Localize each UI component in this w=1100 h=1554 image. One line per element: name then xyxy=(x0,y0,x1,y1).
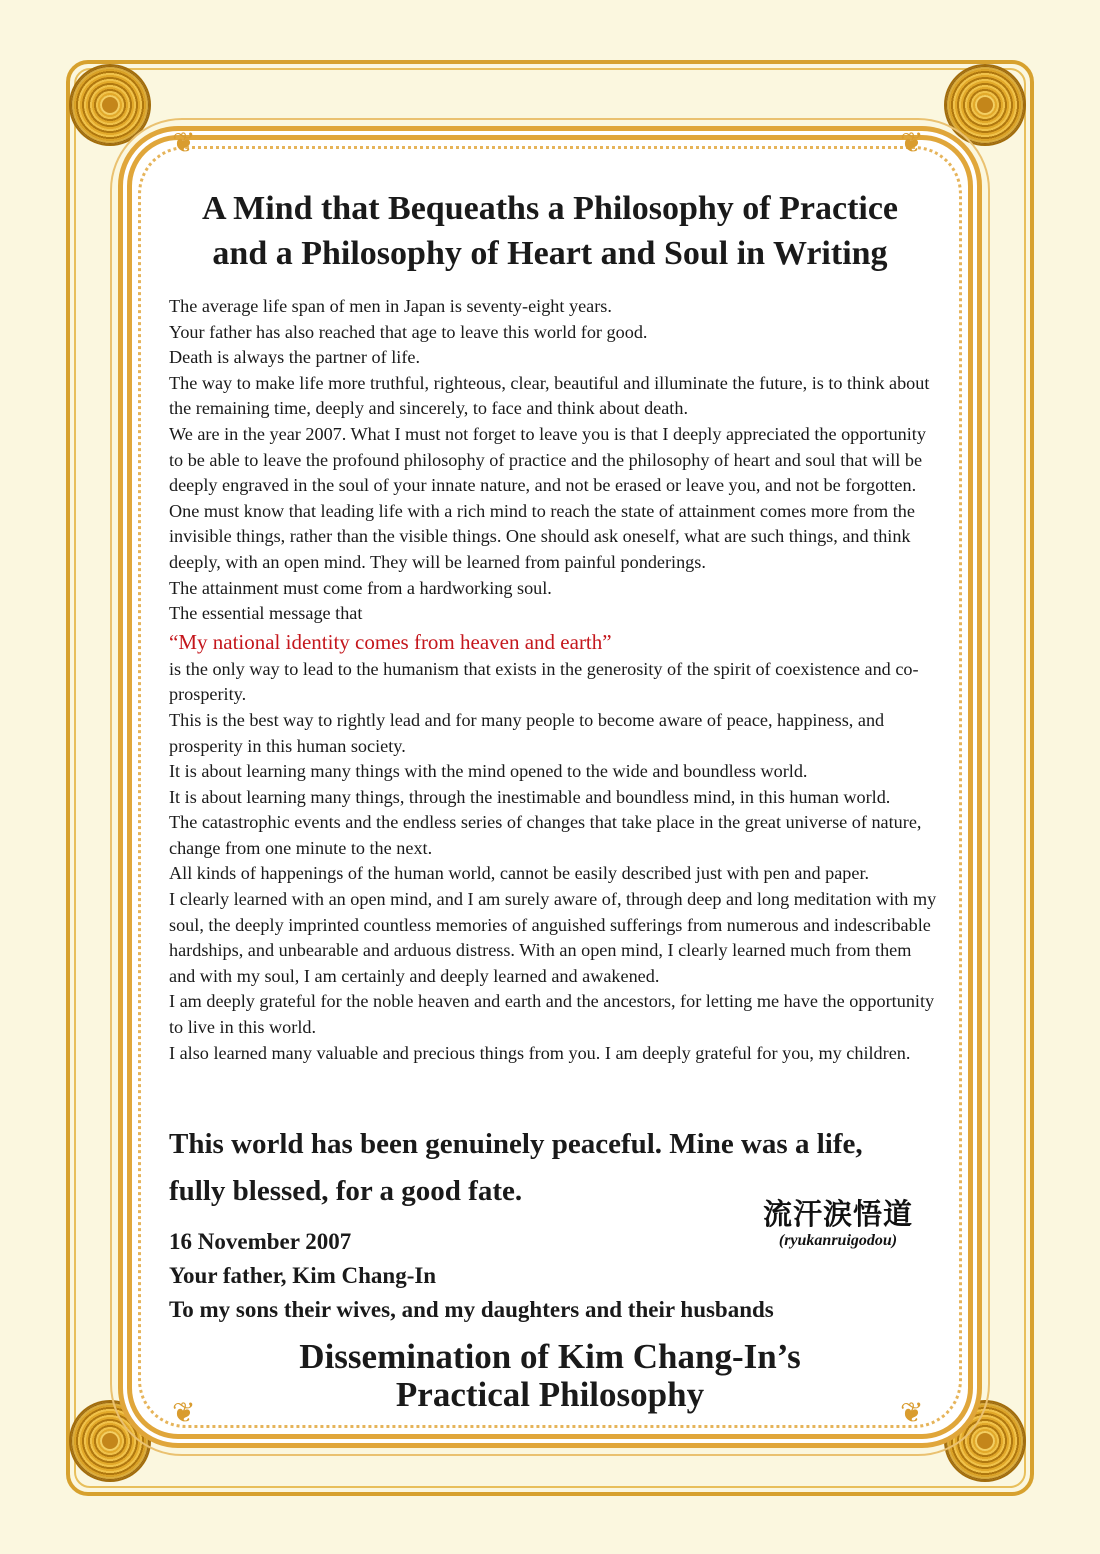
title-line: A Mind that Bequeaths a Philosophy of Practice xyxy=(201,190,899,227)
signature: Your father, Kim Chang-In xyxy=(169,1263,437,1288)
scroll-ornament-icon: ❦ xyxy=(900,1398,924,1429)
closing-line: This world has been genuinely peaceful. Mine was a life, xyxy=(169,1128,863,1160)
scroll-ornament-icon: ❦ xyxy=(172,128,196,159)
scroll-ornament-icon: ❦ xyxy=(172,1398,196,1429)
paragraph: The way to make life more truthful, righteous, clear, beautiful and illuminate the future, is to think about the remaining time, deeply and sincerely, to face and think about death. xyxy=(169,372,930,419)
paragraph: One must know that leading life with a rich mind to reach the state of attainment comes more from the invisible things, rather than the visible things. One should ask oneself, what are such things, and think deeply, with an open mind. They will be learned from painful ponderings. xyxy=(169,500,915,572)
document-title xyxy=(150,186,950,276)
scroll-ornament-icon: ❦ xyxy=(900,128,924,159)
paragraph: Death is always the partner of life. xyxy=(169,347,420,368)
paragraph: I am deeply grateful for the noble heaven and earth and the ancestors, for letting me have the opportunity to live in this world. xyxy=(169,991,935,1038)
paragraph: Your father has also reached that age to leave this world for good. xyxy=(169,321,648,342)
paragraph: The essential message that xyxy=(169,603,363,624)
highlight-quote: “My national identity comes from heaven and earth” xyxy=(169,629,612,654)
seal-romaji: (ryukanruigodou) xyxy=(778,1232,898,1249)
footer-title xyxy=(150,1338,950,1414)
closing-line: fully blessed, for a good fate. xyxy=(169,1175,523,1207)
signoff-block xyxy=(169,1225,949,1327)
letter-date: 16 November 2007 xyxy=(169,1229,352,1254)
title-line: and a Philosophy of Heart and Soul in Writing xyxy=(212,235,888,272)
paragraph: It is about learning many things with the mind opened to the wide and boundless world. xyxy=(169,761,808,782)
paragraph: This is the best way to rightly lead and for many people to become aware of peace, happiness, and prosperity in this human society. xyxy=(169,709,885,756)
seal-kanji: 流汗涙悟道 xyxy=(762,1197,913,1231)
letter-body xyxy=(169,294,941,1066)
paragraph: It is about learning many things, through the inestimable and boundless mind, in this human world. xyxy=(169,786,891,807)
paragraph: is the only way to lead to the humanism that exists in the generosity of the spirit of coexistence and co-prosperity. xyxy=(169,658,919,705)
paragraph: The attainment must come from a hardworking soul. xyxy=(169,577,552,598)
paragraph: The average life span of men in Japan is seventy-eight years. xyxy=(169,296,612,316)
paragraph: I clearly learned with an open mind, and I am surely aware of, through deep and long meditation with my soul, the deeply imprinted countless memories of anguished sufferings from numerous and indescribable hardships, and unbearable and arduous distress. With an open mind, I clearly learned much from them and with my soul, I am certainly and deeply learned and awakened. xyxy=(169,889,937,986)
paragraph: The catastrophic events and the endless series of changes that take place in the great universe of nature, change from one minute to the next. xyxy=(169,812,922,858)
paragraph: All kinds of happenings of the human world, cannot be easily described just with pen and paper. xyxy=(169,863,870,884)
paragraph: I also learned many valuable and precious things from you. I am deeply grateful for you, my children. xyxy=(169,1042,911,1063)
footer-line: Practical Philosophy xyxy=(395,1375,705,1414)
paragraph: We are in the year 2007. What I must not forget to leave you is that I deeply appreciated the opportunity to be able to leave the profound philosophy of practice and the philosophy of heart and soul that will be deeply engraved in the soul of your innate nature, and not be erased or leave you, and not be forgotten. xyxy=(169,423,926,496)
footer-line: Dissemination of Kim Chang-In’s xyxy=(299,1337,801,1376)
dedication: To my sons their wives, and my daughters and their husbands xyxy=(169,1297,774,1322)
